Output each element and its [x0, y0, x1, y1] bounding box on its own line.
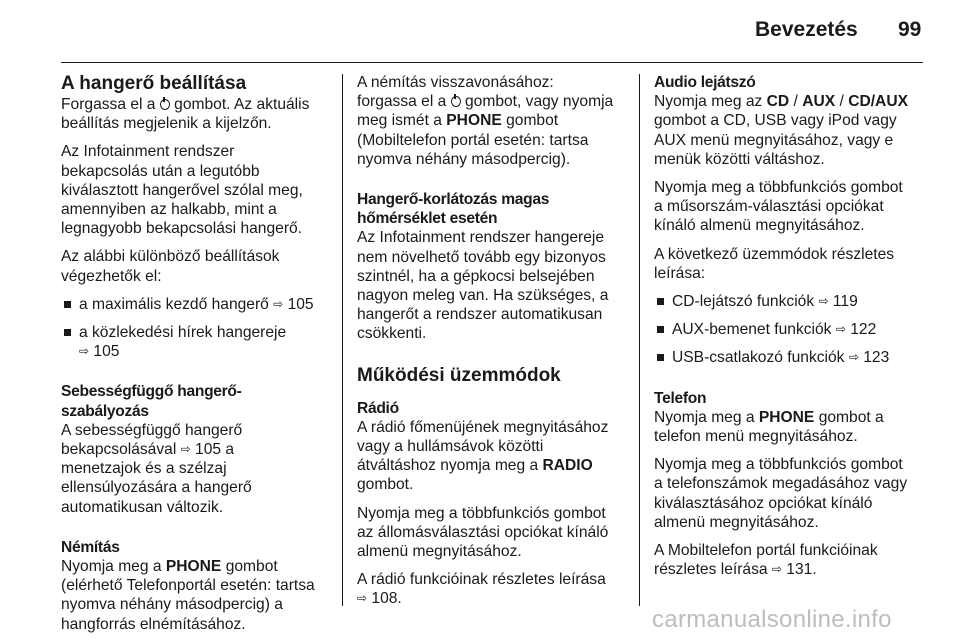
page-arrow-icon: ⇨ [273, 296, 284, 311]
button-label-cd: CD [766, 93, 790, 111]
page-arrow-icon: ⇨ [835, 322, 846, 337]
subheading-volume-limit: Hangerő-korlátozás magas hőmérséklet esetén [357, 191, 550, 228]
paragraph: Az Infotainment rendszer hangereje nem növelhető tovább egy bizonyos szintnél, ha a gépkocsi belsejében nagyon meleg van. Ha szükséges, a hangerőt a rendszer automatikusan csökkenti. [357, 229, 609, 343]
paragraph: Az alábbi különböző beállítások végezhetők el: [61, 248, 280, 285]
column-3 [654, 73, 922, 588]
bullet-square-icon [657, 326, 664, 333]
paragraph: A Mobiltelefon portál funkcióinak részletes leírása ⇨ 131. [654, 542, 878, 579]
paragraph: Nyomja meg a többfunkciós gombot a telefonszámok megadásához vagy kiválasztásához opciókat kínáló almenü megnyitásához. [654, 456, 908, 531]
page-arrow-icon: ⇨ [79, 344, 90, 359]
volume-knob-icon [160, 99, 170, 110]
paragraph: Nyomja meg a PHONE gombot a telefon menü megnyitásához. [654, 408, 884, 446]
paragraph: Nyomja meg az CD / AUX / CD/AUX gombot a CD, USB vagy iPod vagy AUX menü megnyitásához, vagy e menük közötti váltáshoz. [654, 93, 908, 168]
list-item: CD-lejátszó funkciók ⇨ 119 [654, 292, 922, 311]
column-2 [357, 73, 627, 618]
button-label-aux: AUX [802, 93, 836, 111]
subheading-mute: Némítás [61, 538, 120, 556]
running-header-title: Bevezetés [755, 18, 858, 41]
watermark: carmanualsonline.info [652, 606, 892, 633]
page-arrow-icon: ⇨ [848, 350, 859, 365]
bullet-square-icon [64, 329, 71, 336]
page-reference-link[interactable]: ⇨ 105 [79, 343, 120, 361]
page-reference-link[interactable]: ⇨ 123 [848, 349, 890, 367]
bullet-square-icon [657, 298, 664, 305]
page-reference-link[interactable]: ⇨ 131. [771, 561, 817, 579]
list-item: USB-csatlakozó funkciók ⇨ 123 [654, 348, 922, 367]
page-arrow-icon: ⇨ [771, 562, 782, 577]
header-divider [61, 62, 923, 63]
page-arrow-icon: ⇨ [180, 442, 191, 457]
page-reference-link[interactable]: ⇨ 105 [273, 295, 314, 313]
paragraph: A sebességfüggő hangerő bekapcsolásával ⇨ 105 a menetzajok és a szélzaj ellensúlyozására a hangerő automatikusan változik. [61, 421, 252, 516]
column-divider-2 [639, 74, 640, 606]
paragraph: A következő üzemmódok részletes leírása: [654, 245, 895, 282]
volume-knob-icon [451, 96, 461, 107]
page-reference-link[interactable]: ⇨ 108. [357, 590, 402, 608]
page-arrow-icon: ⇨ [357, 591, 368, 606]
paragraph: A rádió funkcióinak részletes leírása ⇨ 108. [357, 571, 606, 608]
button-label-phone: PHONE [446, 112, 502, 130]
page-reference-link[interactable]: ⇨ 119 [818, 293, 858, 311]
button-label-phone: PHONE [758, 408, 815, 426]
paragraph: Az Infotainment rendszer bekapcsolás után a legutóbb kiválasztott hangerővel szólal meg, amennyiben az halkabb, mint a legnagyobb bekapcsolási hangerő. [61, 143, 303, 238]
paragraph: Nyomja meg a PHONE gombot (elérhető Telefonportál esetén: tartsa nyomva néhány másodpercig) a hangforrás elnémításához. [61, 558, 315, 633]
button-label-phone: PHONE [165, 558, 222, 576]
bullet-square-icon [64, 301, 71, 308]
subheading-speed-volume: Sebességfüggő hangerő- szabályozás [61, 383, 242, 420]
subheading-telephone: Telefon [654, 389, 707, 407]
page-reference-link[interactable]: ⇨ 105 [180, 441, 222, 459]
bullet-square-icon [657, 354, 664, 361]
column-1 [61, 73, 329, 643]
list-item: AUX-bemenet funkciók ⇨ 122 [654, 320, 922, 339]
column-divider-1 [342, 74, 343, 606]
paragraph: Nyomja meg a többfunkciós gombot a műsorszám-választási opciókat kínáló almenü megnyitásához. [654, 179, 903, 235]
section-heading-volume: A hangerő beállítása [61, 73, 247, 94]
paragraph: A rádió főmenüjének megnyitásához vagy a hullámsávok közötti átváltáshoz nyomja meg a RADIO gombot. [357, 418, 609, 494]
paragraph: A némítás visszavonásához: forgassa el a gombot, vagy nyomja meg ismét a PHONE gombot (Mobiltelefon portál esetén: tartsa nyomva néhány másodpercig). [357, 74, 614, 168]
paragraph: Forgassa el a gombot. Az aktuális beállítás megjelenik a kijelzőn. [61, 96, 310, 133]
list-item: a közlekedési hírek hangereje ⇨ 105 [61, 323, 329, 361]
button-label-radio: RADIO [542, 457, 593, 475]
page-reference-link[interactable]: ⇨ 122 [835, 321, 877, 339]
paragraph: Nyomja meg a többfunkciós gombot az állomásválasztási opciókat kínáló almenü megnyitásához. [357, 504, 609, 561]
list-item: a maximális kezdő hangerő ⇨ 105 [61, 295, 329, 314]
subheading-radio: Rádió [357, 399, 399, 417]
subheading-audio-player: Audio lejátszó [654, 74, 756, 91]
page-arrow-icon: ⇨ [818, 294, 829, 309]
button-label-cd-aux: CD/AUX [848, 93, 908, 111]
section-heading-operating-modes: Működési üzemmódok [357, 364, 561, 386]
page-number: 99 [898, 18, 922, 41]
